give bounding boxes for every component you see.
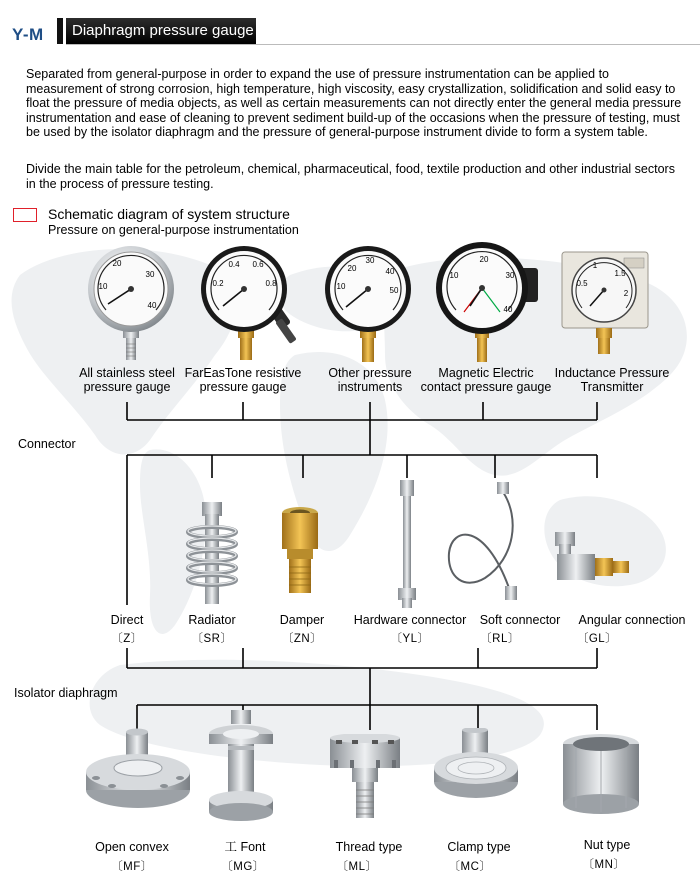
damper-connector-image — [278, 505, 322, 597]
dial-number: 20 — [479, 255, 489, 264]
isolator-name-nut: Nut type — [583, 838, 631, 852]
connector-row-label: Connector — [18, 437, 76, 451]
connector-code-soft: 〔RL〕 — [480, 633, 520, 645]
dial-number: 30 — [365, 256, 375, 265]
section-title: Schematic diagram of system structure — [48, 206, 290, 222]
dial-number: 40 — [385, 267, 395, 276]
connector-code-hardware: 〔YL〕 — [390, 633, 430, 645]
connector-name-radiator: Radiator — [188, 613, 236, 627]
label-line: contact pressure gauge — [420, 380, 552, 394]
isolator-name-i-font: 工 Font — [224, 840, 266, 854]
isolator-code-open-convex: 〔MF〕 — [111, 861, 153, 873]
dial-number: 10 — [98, 282, 108, 291]
dial-number: 10 — [336, 282, 346, 291]
label-line: pressure gauge — [83, 380, 171, 394]
isolator-row-label: Isolator diaphragm — [14, 686, 118, 700]
thread-type-isolator-image — [322, 734, 408, 822]
connector-name-hardware: Hardware connector — [353, 613, 467, 627]
other-pressure-instrument-image — [318, 244, 418, 364]
isolator-code-i-font: 〔MG〕 — [221, 861, 265, 873]
dial-number: 30 — [145, 270, 155, 279]
intro-paragraph-2: Divide the main table for the petroleum, chemical, pharmaceutical, food, textile production and other industrial sectors in the process of pressure testing. — [26, 162, 675, 191]
hardware-connector-image — [392, 478, 422, 610]
connector-code-angular: 〔GL〕 — [576, 633, 618, 645]
connector-name-angular: Angular connection — [578, 613, 686, 627]
dial-number: 40 — [503, 305, 513, 314]
dial-number: 2 — [623, 289, 629, 298]
isolator-name-clamp: Clamp type — [447, 840, 511, 854]
label-line: instruments — [337, 380, 403, 394]
instrument-label-resistive — [178, 366, 308, 394]
dial-number: 0.8 — [265, 279, 277, 288]
label-line: Magnetic Electric — [438, 366, 534, 380]
resistive-pressure-gauge-image — [198, 244, 298, 364]
label-line: FarEasTone resistive — [184, 366, 302, 380]
connector-name-damper: Damper — [279, 613, 325, 627]
dial-number: 20 — [347, 264, 357, 273]
stainless-steel-gauge-image — [86, 244, 176, 364]
label-line: All stainless steel — [79, 366, 175, 380]
label-line: Transmitter — [580, 380, 644, 394]
intro-paragraph-1: Separated from general-purpose in order to expand the use of pressure instrumentation can be applied to measurement of strong corrosion, high temperature, high viscosity, easy crystallization, solidification and solid easy to float the pressure of media objects, as well as certain measurements can not directly enter the general media pressure instrumentation and ease of cleaning to prevent sediment build-up of the occasions when the pressure of testing, must be used by the isolator diaphragm and the pressure of general-purpose instrument divide to form a system table. — [26, 67, 682, 139]
label-line: Inductance Pressure — [554, 366, 670, 380]
nut-type-isolator-image — [558, 732, 644, 824]
i-font-isolator-image — [204, 708, 278, 836]
clamp-type-isolator-image — [432, 728, 520, 804]
dial-number: 50 — [389, 286, 399, 295]
isolator-code-clamp: 〔MC〕 — [448, 861, 492, 873]
instrument-label-other — [315, 366, 425, 394]
isolator-name-open-convex: Open convex — [95, 840, 169, 854]
open-convex-isolator-image — [82, 728, 194, 820]
inductance-transmitter-image — [560, 250, 650, 356]
label-line: Other pressure — [328, 366, 412, 380]
isolator-code-thread: 〔ML〕 — [336, 861, 378, 873]
instrument-label-magnetic — [416, 366, 556, 394]
dial-number: 40 — [147, 301, 157, 310]
dial-number: 0.2 — [212, 279, 224, 288]
section-subtitle: Pressure on general-purpose instrumentation — [48, 223, 299, 237]
dial-number: 20 — [112, 259, 122, 268]
connector-name-soft: Soft connector — [479, 613, 561, 627]
instrument-label-inductance — [547, 366, 677, 394]
connector-code-damper: 〔ZN〕 — [281, 633, 323, 645]
connector-name-direct: Direct — [110, 613, 144, 627]
connector-code-radiator: 〔SR〕 — [191, 633, 233, 645]
dial-number: 0.4 — [228, 260, 240, 269]
dial-number: 1 — [592, 261, 598, 270]
soft-connector-image — [445, 478, 525, 608]
page-title: Diaphragm pressure gauge — [72, 22, 254, 39]
dial-number: 1.5 — [614, 269, 626, 278]
isolator-code-nut: 〔MN〕 — [582, 859, 626, 871]
magnetic-contact-gauge-image — [430, 240, 542, 364]
dial-number: 30 — [505, 271, 515, 280]
angular-connection-image — [553, 530, 633, 584]
connector-code-direct: 〔Z〕 — [111, 633, 143, 645]
isolator-name-thread: Thread type — [335, 840, 403, 854]
instrument-label-stainless — [57, 366, 197, 394]
dial-number: 0.5 — [576, 279, 588, 288]
dial-number: 10 — [449, 271, 459, 280]
label-line: pressure gauge — [199, 380, 287, 394]
dial-number: 0.6 — [252, 260, 264, 269]
product-code: Y-M — [12, 25, 44, 44]
radiator-connector-image — [183, 500, 241, 606]
